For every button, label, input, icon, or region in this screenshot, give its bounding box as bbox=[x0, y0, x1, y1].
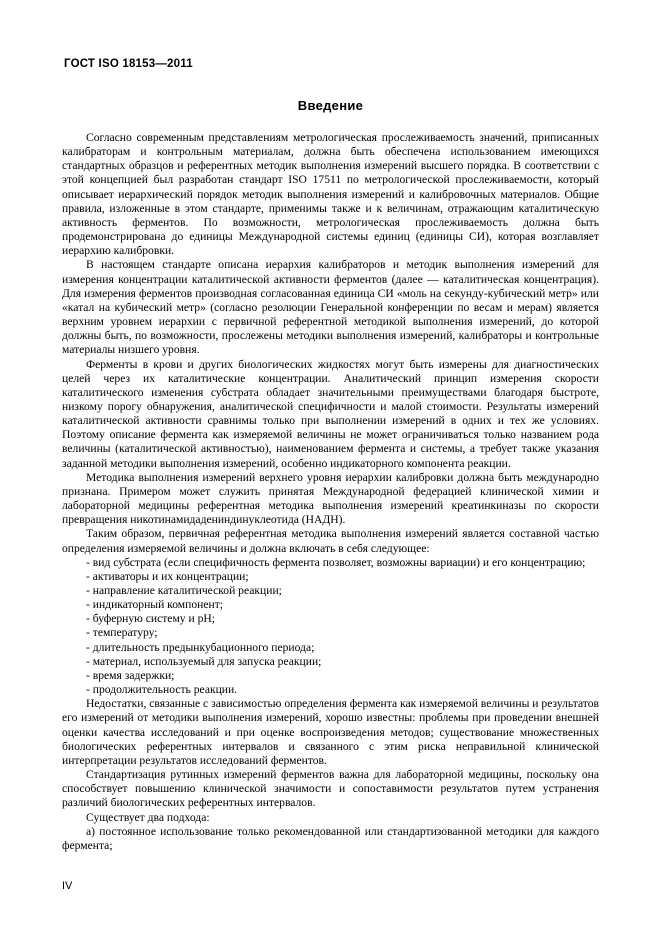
paragraph: Стандартизация рутинных измерений ферментов важна для лабораторной медицины, поскольку она способствует повышению клинической значимости и сопоставимости результатов путем устранения различий биологических референтных интервалов. bbox=[62, 768, 599, 810]
paragraph: Недостатки, связанные с зависимостью определения фермента как измеряемой величины и результатов его измерений от методики выполнения измерений, хорошо известны: проблемы при проведении внешней оценки качества исследований и при оценке воспроизведения методов; существование множественных биологических референтных интервалов и связанного с этим риска неправильной клинической интерпретации результатов исследований ферментов. bbox=[62, 697, 599, 767]
list-item: - направление каталитической реакции; bbox=[86, 584, 282, 597]
list-item: - индикаторный компонент; bbox=[86, 598, 223, 612]
paragraph: Методика выполнения измерений верхнего уровня иерархии калибровки должна быть международно признана. Примером может служить принятая Международной федерацией клинической химии и лабораторной медицины референтная методика выполнения измерений креатинкиназы по скорости превращения никотинамидадениндинуклеотида (НАДН). bbox=[62, 470, 599, 527]
paragraph: Ферменты в крови и других биологических жидкостях могут быть измерены для диагностических целей через их каталитические концентрации. Аналитический принцип измерения скорости каталитического изменения субстрата обладает значительными преимуществами благодаря быстроте, низкому порогу обнаружения, аналитической специфичности и малой стоимости. Результаты измерений каталитической активности сравнимы только при выполнении измерений в одних и тех же условиях. Поэтому описание фермента как измеряемой величины не может ограничиваться только названием рода величины (каталитической активностью), наименованием фермента и системы, а требует также указания заданной методики выполнения измерений, особенно индикаторного компонента реакции. bbox=[62, 357, 599, 470]
standard-code-header: ГОСТ ISO 18153—2011 bbox=[64, 58, 193, 70]
list-item: - время задержки; bbox=[86, 668, 175, 682]
paragraph: Согласно современным представлениям метрологическая прослеживаемость значений, приписанных калибраторам и контрольным материалам, должна быть обеспечена использованием имеющихся стандартных образцов и референтных методик выполнения измерений высшего порядка. В соответствии с этой концепцией был разработан стандарт ISO 17511 по метрологической прослеживаемости, который описывает иерархический порядок методик выполнения измерений и калибровочных материалов. Общие правила, изложенные в этом стандарте, применимы также и к величинам, отражающим каталитическую активность ферментов. По возможности, метрологическая прослеживаемость должна быть продемонстрирована до единицы Международной системы единиц (единицы СИ), которая возглавляет иерархию калибровки. bbox=[62, 131, 599, 258]
list-item: - вид субстрата (если специфичность фермента позволяет, возможны вариации) и его концентрацию; bbox=[86, 555, 586, 569]
page-title: Введение bbox=[297, 98, 364, 113]
paragraph: Таким образом, первичная референтная методика выполнения измерений является составной частью определения измеряемой величины и должна включать в себя следующее: bbox=[62, 527, 599, 555]
list-item: - продолжительность реакции. bbox=[86, 683, 238, 697]
list-item: - буферную систему и рН; bbox=[86, 612, 215, 626]
paragraph: В настоящем стандарте описана иерархия калибраторов и методик выполнения измерений для измерения концентрации каталитической активности ферментов (далее — каталитическая концентрация). Для измерения ферментов производная согласованная единица СИ «моль на секунду-кубический метр» или «катал на кубический метр» (согласно резолюции Генеральной конференции по весам и мерам) является верхним уровнем иерархии с первичной референтной методикой выполнения измерений, до которой должны быть, по возможности, прослежены методики выполнения измерений, калибраторы и контрольные материалы низшего уровня. bbox=[62, 258, 599, 357]
paragraph: а) постоянное использование только рекомендованной или стандартизованной методики для каждого фермента; bbox=[62, 824, 599, 852]
list-item: - материал, используемый для запуска реакции; bbox=[86, 654, 322, 668]
paragraph: Существует два подхода: bbox=[86, 810, 210, 824]
list-item: - температуру; bbox=[86, 626, 158, 640]
page-number: IV bbox=[62, 880, 73, 892]
list-item: - активаторы и их концентрации; bbox=[86, 569, 249, 583]
list-item: - длительность предынкубационного периода; bbox=[86, 640, 315, 654]
body-text bbox=[62, 131, 599, 853]
